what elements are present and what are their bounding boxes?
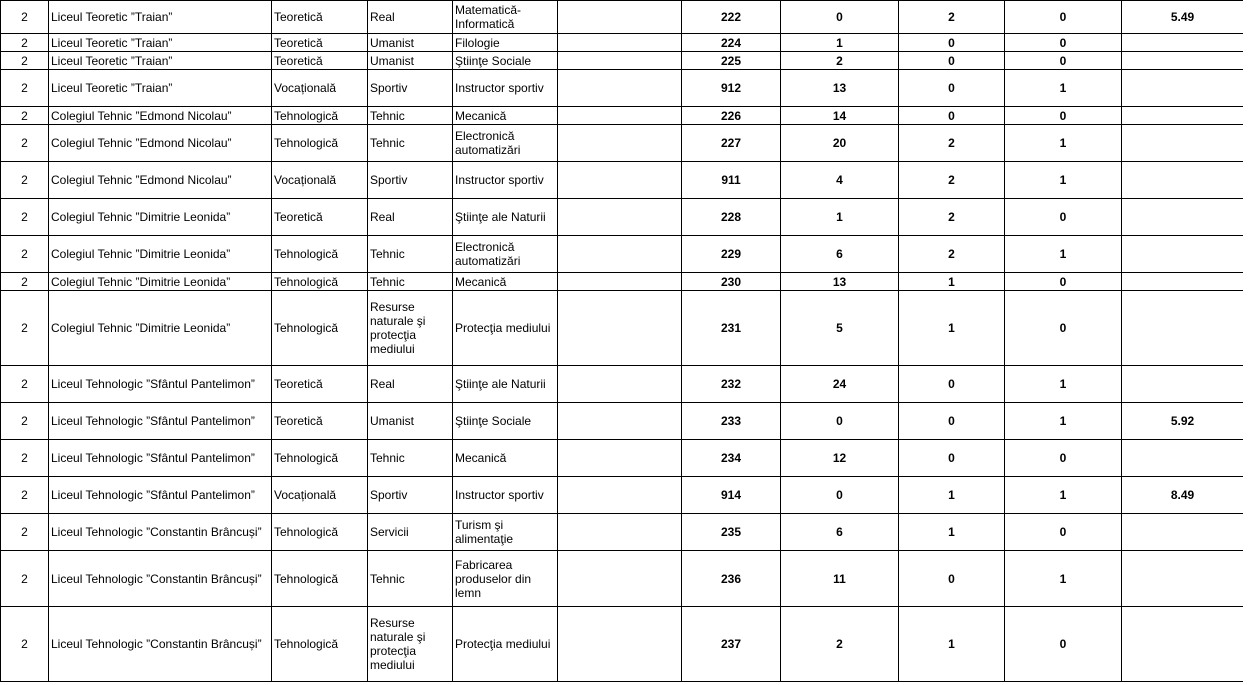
specialization-cell[interactable]: Instructor sportiv (453, 162, 558, 199)
table-row (1, 273, 1244, 291)
code-cell[interactable]: 234 (682, 440, 781, 477)
col-a-cell[interactable]: 0 (899, 403, 1005, 440)
code-cell[interactable]: 222 (682, 1, 781, 34)
grade-cell[interactable]: 8.49 (1122, 477, 1244, 514)
code-cell[interactable]: 914 (682, 477, 781, 514)
blank-cell[interactable] (558, 34, 682, 52)
profile-cell[interactable]: Umanist (368, 34, 453, 52)
code-cell[interactable]: 233 (682, 403, 781, 440)
profile-cell[interactable]: Tehnic (368, 551, 453, 607)
code-cell[interactable]: 232 (682, 366, 781, 403)
table-row (1, 52, 1244, 70)
places-cell[interactable]: 13 (781, 273, 899, 291)
table-row (1, 107, 1244, 125)
places-cell[interactable]: 0 (781, 477, 899, 514)
zone-cell[interactable]: 2 (1, 70, 49, 107)
grade-cell[interactable] (1122, 551, 1244, 607)
col-a-cell[interactable]: 1 (899, 273, 1005, 291)
col-b-cell[interactable]: 1 (1005, 477, 1122, 514)
track-cell[interactable]: Teoretică (272, 366, 368, 403)
blank-cell[interactable] (558, 440, 682, 477)
profile-cell[interactable]: Resurse naturale şi protecţia mediului (368, 291, 453, 366)
specialization-cell[interactable]: Mecanică (453, 273, 558, 291)
blank-cell[interactable] (558, 107, 682, 125)
specialization-cell[interactable]: Electronică automatizări (453, 125, 558, 162)
track-cell[interactable]: Tehnologică (272, 236, 368, 273)
places-cell[interactable]: 0 (781, 403, 899, 440)
table-row (1, 70, 1244, 107)
col-a-cell[interactable]: 0 (899, 34, 1005, 52)
school-cell[interactable]: Liceul Teoretic ”Traian” (49, 52, 272, 70)
track-cell[interactable]: Teoretică (272, 403, 368, 440)
col-b-cell[interactable]: 0 (1005, 607, 1122, 682)
table-row (1, 236, 1244, 273)
zone-cell[interactable]: 2 (1, 403, 49, 440)
specialization-cell[interactable]: Turism şi alimentaţie (453, 514, 558, 551)
specialization-cell[interactable]: Ştiinţe Sociale (453, 52, 558, 70)
specialization-cell[interactable]: Ştiinţe ale Naturii (453, 366, 558, 403)
table-row (1, 551, 1244, 607)
blank-cell[interactable] (558, 199, 682, 236)
places-cell[interactable]: 4 (781, 162, 899, 199)
grade-cell[interactable] (1122, 162, 1244, 199)
blank-cell[interactable] (558, 1, 682, 34)
specialization-cell[interactable]: Filologie (453, 34, 558, 52)
profile-cell[interactable]: Servicii (368, 514, 453, 551)
track-cell[interactable]: Tehnologică (272, 607, 368, 682)
places-cell[interactable]: 1 (781, 34, 899, 52)
zone-cell[interactable]: 2 (1, 199, 49, 236)
profile-cell[interactable]: Real (368, 199, 453, 236)
table-row (1, 366, 1244, 403)
places-cell[interactable]: 0 (781, 1, 899, 34)
grade-cell[interactable] (1122, 366, 1244, 403)
school-cell[interactable]: Liceul Teoretic ”Traian” (49, 1, 272, 34)
places-cell[interactable]: 6 (781, 236, 899, 273)
specialization-cell[interactable]: Matematică-Informatică (453, 1, 558, 34)
zone-cell[interactable]: 2 (1, 236, 49, 273)
places-cell[interactable]: 12 (781, 440, 899, 477)
col-a-cell[interactable]: 1 (899, 514, 1005, 551)
places-cell[interactable]: 2 (781, 607, 899, 682)
col-b-cell[interactable]: 0 (1005, 199, 1122, 236)
track-cell[interactable]: Tehnologică (272, 551, 368, 607)
grade-cell[interactable] (1122, 607, 1244, 682)
school-cell[interactable]: Liceul Teoretic ”Traian” (49, 34, 272, 52)
places-cell[interactable]: 13 (781, 70, 899, 107)
blank-cell[interactable] (558, 52, 682, 70)
blank-cell[interactable] (558, 236, 682, 273)
table-row (1, 440, 1244, 477)
col-a-cell[interactable]: 2 (899, 1, 1005, 34)
specialization-cell[interactable]: Protecţia mediului (453, 291, 558, 366)
col-b-cell[interactable]: 1 (1005, 125, 1122, 162)
blank-cell[interactable] (558, 551, 682, 607)
grade-cell[interactable] (1122, 107, 1244, 125)
col-a-cell[interactable]: 0 (899, 107, 1005, 125)
track-cell[interactable]: Tehnologică (272, 514, 368, 551)
blank-cell[interactable] (558, 162, 682, 199)
profile-cell[interactable]: Tehnic (368, 440, 453, 477)
code-cell[interactable]: 224 (682, 34, 781, 52)
grade-cell[interactable] (1122, 291, 1244, 366)
code-cell[interactable]: 228 (682, 199, 781, 236)
track-cell[interactable]: Teoretică (272, 34, 368, 52)
school-cell[interactable]: Liceul Tehnologic ”Constantin Brâncuși” (49, 551, 272, 607)
specialization-cell[interactable]: Instructor sportiv (453, 477, 558, 514)
zone-cell[interactable]: 2 (1, 52, 49, 70)
code-cell[interactable]: 226 (682, 107, 781, 125)
table-row (1, 34, 1244, 52)
col-b-cell[interactable]: 0 (1005, 273, 1122, 291)
track-cell[interactable]: Tehnologică (272, 291, 368, 366)
school-cell[interactable]: Colegiul Tehnic ”Edmond Nicolau” (49, 125, 272, 162)
profile-cell[interactable]: Tehnic (368, 125, 453, 162)
code-cell[interactable]: 227 (682, 125, 781, 162)
blank-cell[interactable] (558, 366, 682, 403)
track-cell[interactable]: Tehnologică (272, 440, 368, 477)
school-cell[interactable]: Liceul Teoretic ”Traian” (49, 70, 272, 107)
grade-cell[interactable] (1122, 236, 1244, 273)
col-b-cell[interactable]: 1 (1005, 70, 1122, 107)
profile-cell[interactable]: Resurse naturale şi protecţia mediului (368, 607, 453, 682)
col-b-cell[interactable]: 1 (1005, 162, 1122, 199)
blank-cell[interactable] (558, 70, 682, 107)
places-cell[interactable]: 1 (781, 199, 899, 236)
col-b-cell[interactable]: 0 (1005, 52, 1122, 70)
code-cell[interactable]: 237 (682, 607, 781, 682)
blank-cell[interactable] (558, 125, 682, 162)
code-cell[interactable]: 911 (682, 162, 781, 199)
places-cell[interactable]: 14 (781, 107, 899, 125)
table-row (1, 477, 1244, 514)
specialization-cell[interactable]: Protecţia mediului (453, 607, 558, 682)
school-cell[interactable]: Colegiul Tehnic ”Edmond Nicolau” (49, 162, 272, 199)
zone-cell[interactable]: 2 (1, 1, 49, 34)
zone-cell[interactable]: 2 (1, 162, 49, 199)
school-cell[interactable]: Liceul Tehnologic ”Sfântul Pantelimon” (49, 403, 272, 440)
track-cell[interactable]: Teoretică (272, 52, 368, 70)
col-a-cell[interactable]: 0 (899, 366, 1005, 403)
grade-cell[interactable] (1122, 125, 1244, 162)
table-row (1, 162, 1244, 199)
blank-cell[interactable] (558, 403, 682, 440)
col-a-cell[interactable]: 1 (899, 477, 1005, 514)
table-row (1, 125, 1244, 162)
grade-cell[interactable]: 5.92 (1122, 403, 1244, 440)
school-cell[interactable]: Colegiul Tehnic ”Dimitrie Leonida” (49, 273, 272, 291)
track-cell[interactable]: Vocațională (272, 70, 368, 107)
school-cell[interactable]: Liceul Tehnologic ”Sfântul Pantelimon” (49, 477, 272, 514)
table-row (1, 291, 1244, 366)
blank-cell[interactable] (558, 477, 682, 514)
zone-cell[interactable]: 2 (1, 34, 49, 52)
track-cell[interactable]: Vocațională (272, 477, 368, 514)
grade-cell[interactable] (1122, 52, 1244, 70)
zone-cell[interactable]: 2 (1, 291, 49, 366)
profile-cell[interactable]: Umanist (368, 52, 453, 70)
places-cell[interactable]: 5 (781, 291, 899, 366)
places-cell[interactable]: 2 (781, 52, 899, 70)
zone-cell[interactable]: 2 (1, 273, 49, 291)
blank-cell[interactable] (558, 514, 682, 551)
code-cell[interactable]: 225 (682, 52, 781, 70)
zone-cell[interactable]: 2 (1, 477, 49, 514)
specialization-cell[interactable]: Mecanică (453, 440, 558, 477)
zone-cell[interactable]: 2 (1, 366, 49, 403)
col-a-cell[interactable]: 0 (899, 70, 1005, 107)
col-a-cell[interactable]: 1 (899, 291, 1005, 366)
specialization-cell[interactable]: Instructor sportiv (453, 70, 558, 107)
zone-cell[interactable]: 2 (1, 514, 49, 551)
col-b-cell[interactable]: 0 (1005, 34, 1122, 52)
places-cell[interactable]: 24 (781, 366, 899, 403)
zone-cell[interactable]: 2 (1, 125, 49, 162)
track-cell[interactable]: Tehnologică (272, 273, 368, 291)
places-cell[interactable]: 20 (781, 125, 899, 162)
col-b-cell[interactable]: 0 (1005, 514, 1122, 551)
code-cell[interactable]: 231 (682, 291, 781, 366)
code-cell[interactable]: 235 (682, 514, 781, 551)
col-a-cell[interactable]: 0 (899, 551, 1005, 607)
col-b-cell[interactable]: 0 (1005, 107, 1122, 125)
school-cell[interactable]: Liceul Tehnologic ”Sfântul Pantelimon” (49, 366, 272, 403)
sheet-right-margin (1243, 0, 1253, 685)
blank-cell[interactable] (558, 607, 682, 682)
track-cell[interactable]: Teoretică (272, 1, 368, 34)
col-a-cell[interactable]: 2 (899, 236, 1005, 273)
zone-cell[interactable]: 2 (1, 607, 49, 682)
profile-cell[interactable]: Sportiv (368, 162, 453, 199)
code-cell[interactable]: 229 (682, 236, 781, 273)
col-b-cell[interactable]: 1 (1005, 403, 1122, 440)
table-row (1, 607, 1244, 682)
table-body (1, 1, 1244, 682)
col-a-cell[interactable]: 1 (899, 607, 1005, 682)
track-cell[interactable]: Tehnologică (272, 107, 368, 125)
school-cell[interactable]: Liceul Tehnologic ”Constantin Brâncuși” (49, 607, 272, 682)
zone-cell[interactable]: 2 (1, 440, 49, 477)
profile-cell[interactable]: Umanist (368, 403, 453, 440)
col-b-cell[interactable]: 1 (1005, 551, 1122, 607)
school-cell[interactable]: Colegiul Tehnic ”Dimitrie Leonida” (49, 236, 272, 273)
col-b-cell[interactable]: 0 (1005, 1, 1122, 34)
profile-cell[interactable]: Sportiv (368, 70, 453, 107)
school-cell[interactable]: Colegiul Tehnic ”Edmond Nicolau” (49, 107, 272, 125)
grade-cell[interactable] (1122, 34, 1244, 52)
grade-cell[interactable]: 5.49 (1122, 1, 1244, 34)
col-b-cell[interactable]: 1 (1005, 236, 1122, 273)
school-cell[interactable]: Colegiul Tehnic ”Dimitrie Leonida” (49, 291, 272, 366)
zone-cell[interactable]: 2 (1, 107, 49, 125)
col-b-cell[interactable]: 1 (1005, 366, 1122, 403)
code-cell[interactable]: 236 (682, 551, 781, 607)
profile-cell[interactable]: Real (368, 366, 453, 403)
profile-cell[interactable]: Tehnic (368, 236, 453, 273)
col-a-cell[interactable]: 2 (899, 125, 1005, 162)
places-cell[interactable]: 6 (781, 514, 899, 551)
table-row (1, 1, 1244, 34)
specialization-cell[interactable]: Fabricarea produselor din lemn (453, 551, 558, 607)
blank-cell[interactable] (558, 273, 682, 291)
track-cell[interactable]: Teoretică (272, 199, 368, 236)
col-a-cell[interactable]: 2 (899, 162, 1005, 199)
profile-cell[interactable]: Tehnic (368, 107, 453, 125)
specialization-cell[interactable]: Ştiinţe Sociale (453, 403, 558, 440)
grade-cell[interactable] (1122, 70, 1244, 107)
col-a-cell[interactable]: 2 (899, 199, 1005, 236)
specialization-cell[interactable]: Electronică automatizări (453, 236, 558, 273)
col-b-cell[interactable]: 0 (1005, 291, 1122, 366)
specialization-cell[interactable]: Mecanică (453, 107, 558, 125)
table-row (1, 514, 1244, 551)
col-a-cell[interactable]: 0 (899, 52, 1005, 70)
table-row (1, 403, 1244, 440)
grade-cell[interactable] (1122, 440, 1244, 477)
grade-cell[interactable] (1122, 273, 1244, 291)
blank-cell[interactable] (558, 291, 682, 366)
col-b-cell[interactable]: 0 (1005, 440, 1122, 477)
places-cell[interactable]: 11 (781, 551, 899, 607)
code-cell[interactable]: 230 (682, 273, 781, 291)
school-cell[interactable]: Liceul Tehnologic ”Constantin Brâncuși” (49, 514, 272, 551)
code-cell[interactable]: 912 (682, 70, 781, 107)
profile-cell[interactable]: Tehnic (368, 273, 453, 291)
table-row (1, 199, 1244, 236)
grade-cell[interactable] (1122, 199, 1244, 236)
school-cell[interactable]: Liceul Tehnologic ”Sfântul Pantelimon” (49, 440, 272, 477)
school-cell[interactable]: Colegiul Tehnic ”Dimitrie Leonida” (49, 199, 272, 236)
track-cell[interactable]: Vocațională (272, 162, 368, 199)
specialization-cell[interactable]: Ştiinţe ale Naturii (453, 199, 558, 236)
profile-cell[interactable]: Sportiv (368, 477, 453, 514)
profile-cell[interactable]: Real (368, 1, 453, 34)
track-cell[interactable]: Tehnologică (272, 125, 368, 162)
zone-cell[interactable]: 2 (1, 551, 49, 607)
grade-cell[interactable] (1122, 514, 1244, 551)
col-a-cell[interactable]: 0 (899, 440, 1005, 477)
